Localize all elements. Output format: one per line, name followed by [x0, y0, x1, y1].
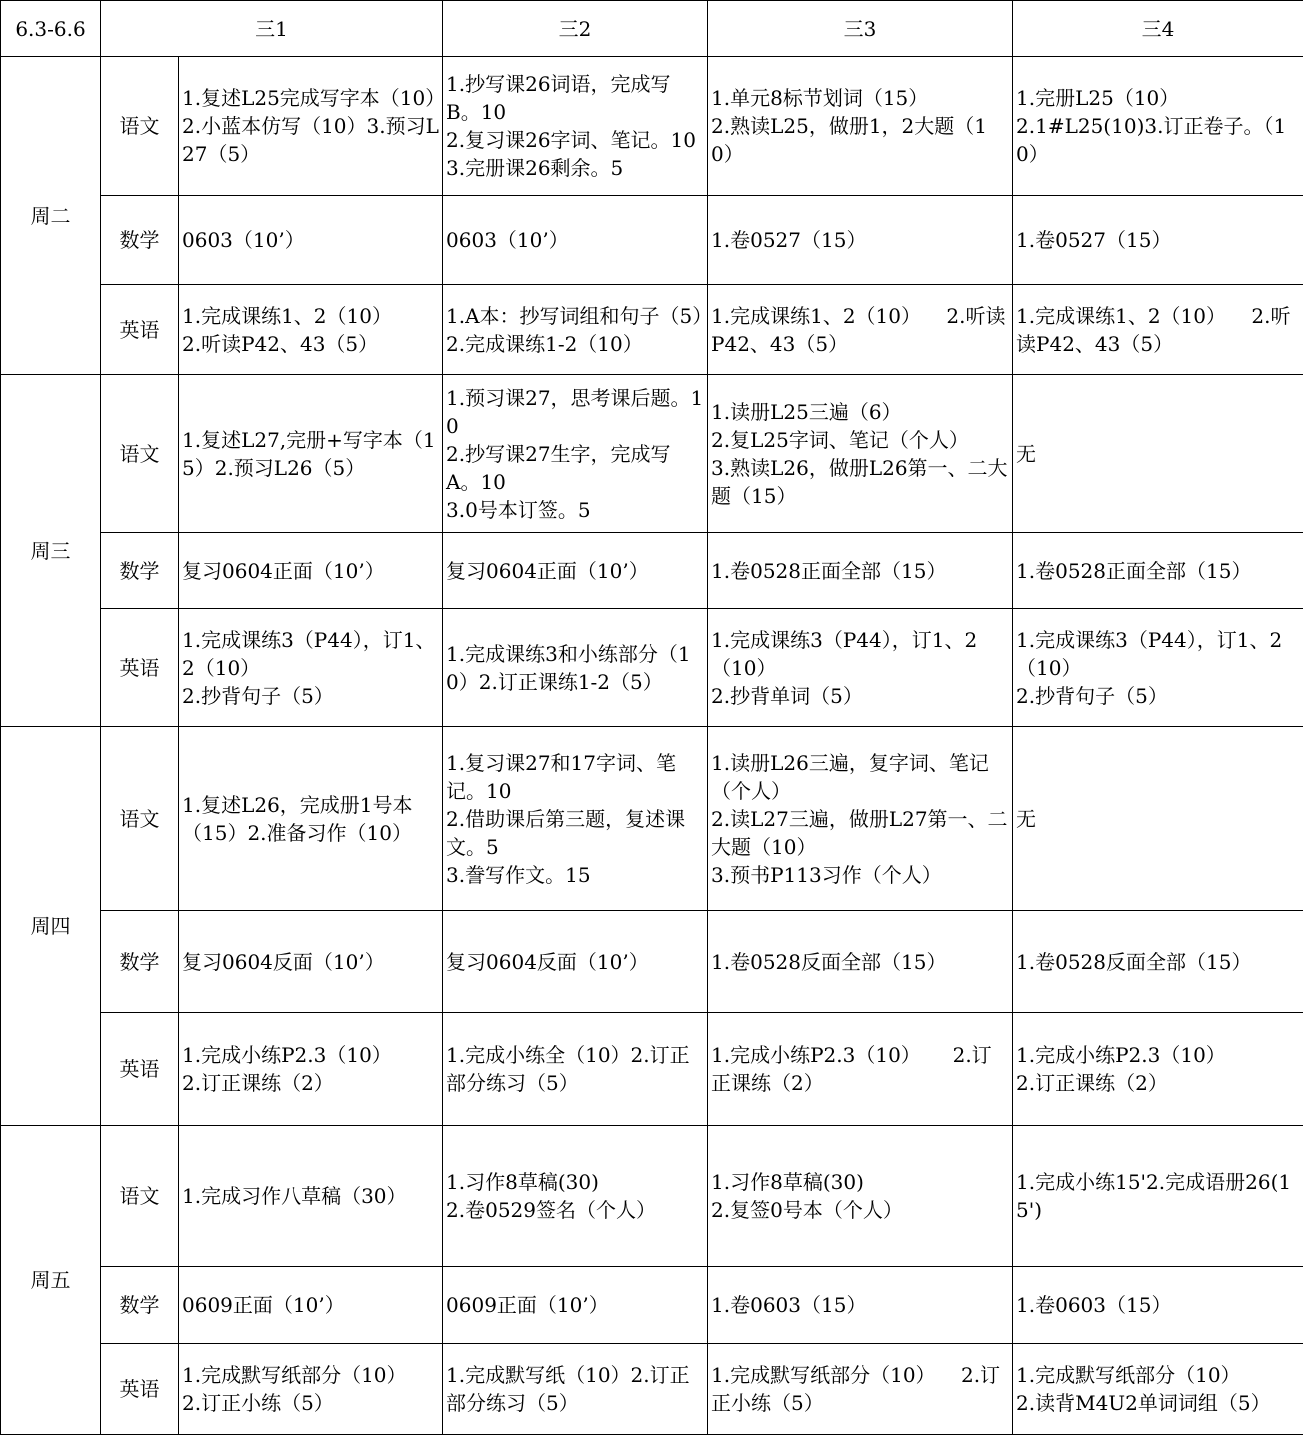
homework-cell: 1.读册L26三遍，复字词、笔记（个人） 2.读L27三遍，做册L27第一、二大题（10） 3.预书P113习作（个人） [708, 727, 1013, 911]
table-row [1, 1344, 1303, 1435]
subject-label: 英语 [101, 1344, 179, 1435]
table-row [1, 533, 1303, 609]
homework-cell: 1.卷0528反面全部（15） [708, 911, 1013, 1013]
subject-label: 语文 [101, 1126, 179, 1267]
homework-cell: 1.完成小练P2.3（10） 2.订正课练（2） [708, 1013, 1013, 1126]
homework-cell: 1.完成课练3和小练部分（10）2.订正课练1-2（5） [443, 609, 708, 727]
homework-cell: 0609正面（10’） [179, 1267, 443, 1344]
homework-cell: 无 [1013, 727, 1303, 911]
homework-cell: 1.完成默写纸部分（10） 2.订正小练（5） [708, 1344, 1013, 1435]
homework-cell: 0609正面（10’） [443, 1267, 708, 1344]
homework-cell: 1.复述L27,完册+写字本（15）2.预习L26（5） [179, 375, 443, 533]
homework-cell: 1.完成课练1、2（10） 2.听读P42、43（5） [1013, 285, 1303, 375]
class-header: 三4 [1013, 1, 1303, 57]
day-label: 周三 [1, 375, 101, 727]
homework-cell: 1.完成默写纸（10）2.订正部分练习（5） [443, 1344, 708, 1435]
homework-cell: 1.完成课练1、2（10） 2.听读P42、43（5） [179, 285, 443, 375]
table-row [1, 609, 1303, 727]
subject-label: 数学 [101, 911, 179, 1013]
homework-cell: 复习0604反面（10’） [443, 911, 708, 1013]
homework-cell: 1.卷0528正面全部（15） [1013, 533, 1303, 609]
homework-cell: 1.A本：抄写词组和句子（5）2.完成课练1-2（10） [443, 285, 708, 375]
subject-label: 语文 [101, 727, 179, 911]
homework-cell: 1.完成小练P2.3（10） 2.订正课练（2） [179, 1013, 443, 1126]
homework-cell: 1.完成课练3（P44），订1、2（10） 2.抄背句子（5） [179, 609, 443, 727]
homework-cell: 复习0604正面（10’） [179, 533, 443, 609]
day-label: 周二 [1, 57, 101, 375]
subject-label: 英语 [101, 609, 179, 727]
homework-cell: 1.完成课练3（P44），订1、2（10） 2.抄背单词（5） [708, 609, 1013, 727]
table-row [1, 375, 1303, 533]
table-row [1, 1013, 1303, 1126]
subject-label: 英语 [101, 285, 179, 375]
homework-cell: 1.卷0528正面全部（15） [708, 533, 1013, 609]
homework-cell: 1.卷0528反面全部（15） [1013, 911, 1303, 1013]
homework-cell: 1.完成课练1、2（10） 2.听读P42、43（5） [708, 285, 1013, 375]
day-label: 周五 [1, 1126, 101, 1435]
homework-cell: 1.习作8草稿(30) 2.复签0号本（个人） [708, 1126, 1013, 1267]
subject-label: 语文 [101, 57, 179, 196]
homework-cell: 1.预习课27，思考课后题。10 2.抄写课27生字，完成写A。10 3.0号本订签。5 [443, 375, 708, 533]
homework-cell: 1.习作8草稿(30) 2.卷0529签名（个人） [443, 1126, 708, 1267]
homework-cell: 1.复述L25完成写字本（10）2.小蓝本仿写（10）3.预习L27（5） [179, 57, 443, 196]
homework-cell: 1.完成小练P2.3（10） 2.订正课练（2） [1013, 1013, 1303, 1126]
subject-label: 语文 [101, 375, 179, 533]
class-header: 三2 [443, 1, 708, 57]
date-range-cell: 6.3-6.6 [1, 1, 101, 57]
table-row [1, 911, 1303, 1013]
homework-cell: 1.卷0603（15） [708, 1267, 1013, 1344]
header-row [1, 1, 1303, 57]
homework-cell: 0603（10’） [443, 196, 708, 285]
subject-label: 数学 [101, 1267, 179, 1344]
homework-cell: 1.完册L25（10） 2.1#L25(10)3.订正卷子。（10） [1013, 57, 1303, 196]
homework-cell: 1.完成默写纸部分（10） 2.订正小练（5） [179, 1344, 443, 1435]
table-row [1, 196, 1303, 285]
homework-cell: 1.卷0527（15） [708, 196, 1013, 285]
day-label: 周四 [1, 727, 101, 1126]
homework-cell: 1.复述L26，完成册1号本（15）2.准备习作（10） [179, 727, 443, 911]
homework-cell: 1.卷0527（15） [1013, 196, 1303, 285]
homework-cell: 复习0604正面（10’） [443, 533, 708, 609]
homework-cell: 1.完成课练3（P44），订1、2（10） 2.抄背句子（5） [1013, 609, 1303, 727]
homework-cell: 1.完成默写纸部分（10） 2.读背M4U2单词词组（5） [1013, 1344, 1303, 1435]
homework-cell: 1.抄写课26词语，完成写B。10 2.复习课26字词、笔记。10 3.完册课26剩余。5 [443, 57, 708, 196]
homework-cell: 1.完成习作八草稿（30） [179, 1126, 443, 1267]
homework-cell: 1.复习课27和17字词、笔记。10 2.借助课后第三题，复述课文。5 3.誊写作文。15 [443, 727, 708, 911]
table-row [1, 57, 1303, 196]
homework-cell: 1.完成小练全（10）2.订正部分练习（5） [443, 1013, 708, 1126]
table-row [1, 1126, 1303, 1267]
homework-cell: 复习0604反面（10’） [179, 911, 443, 1013]
class-header: 三3 [708, 1, 1013, 57]
homework-cell: 1.卷0603（15） [1013, 1267, 1303, 1344]
homework-cell: 1.读册L25三遍（6） 2.复L25字词、笔记（个人） 3.熟读L26，做册L26第一、二大题（15） [708, 375, 1013, 533]
subject-label: 英语 [101, 1013, 179, 1126]
homework-cell: 无 [1013, 375, 1303, 533]
table-row [1, 1267, 1303, 1344]
subject-label: 数学 [101, 196, 179, 285]
table-row [1, 727, 1303, 911]
homework-cell: 1.单元8标节划词（15） 2.熟读L25，做册1，2大题（10） [708, 57, 1013, 196]
table-row [1, 285, 1303, 375]
class-header: 三1 [101, 1, 443, 57]
homework-cell: 1.完成小练15'2.完成语册26(15') [1013, 1126, 1303, 1267]
homework-cell: 0603（10’） [179, 196, 443, 285]
subject-label: 数学 [101, 533, 179, 609]
